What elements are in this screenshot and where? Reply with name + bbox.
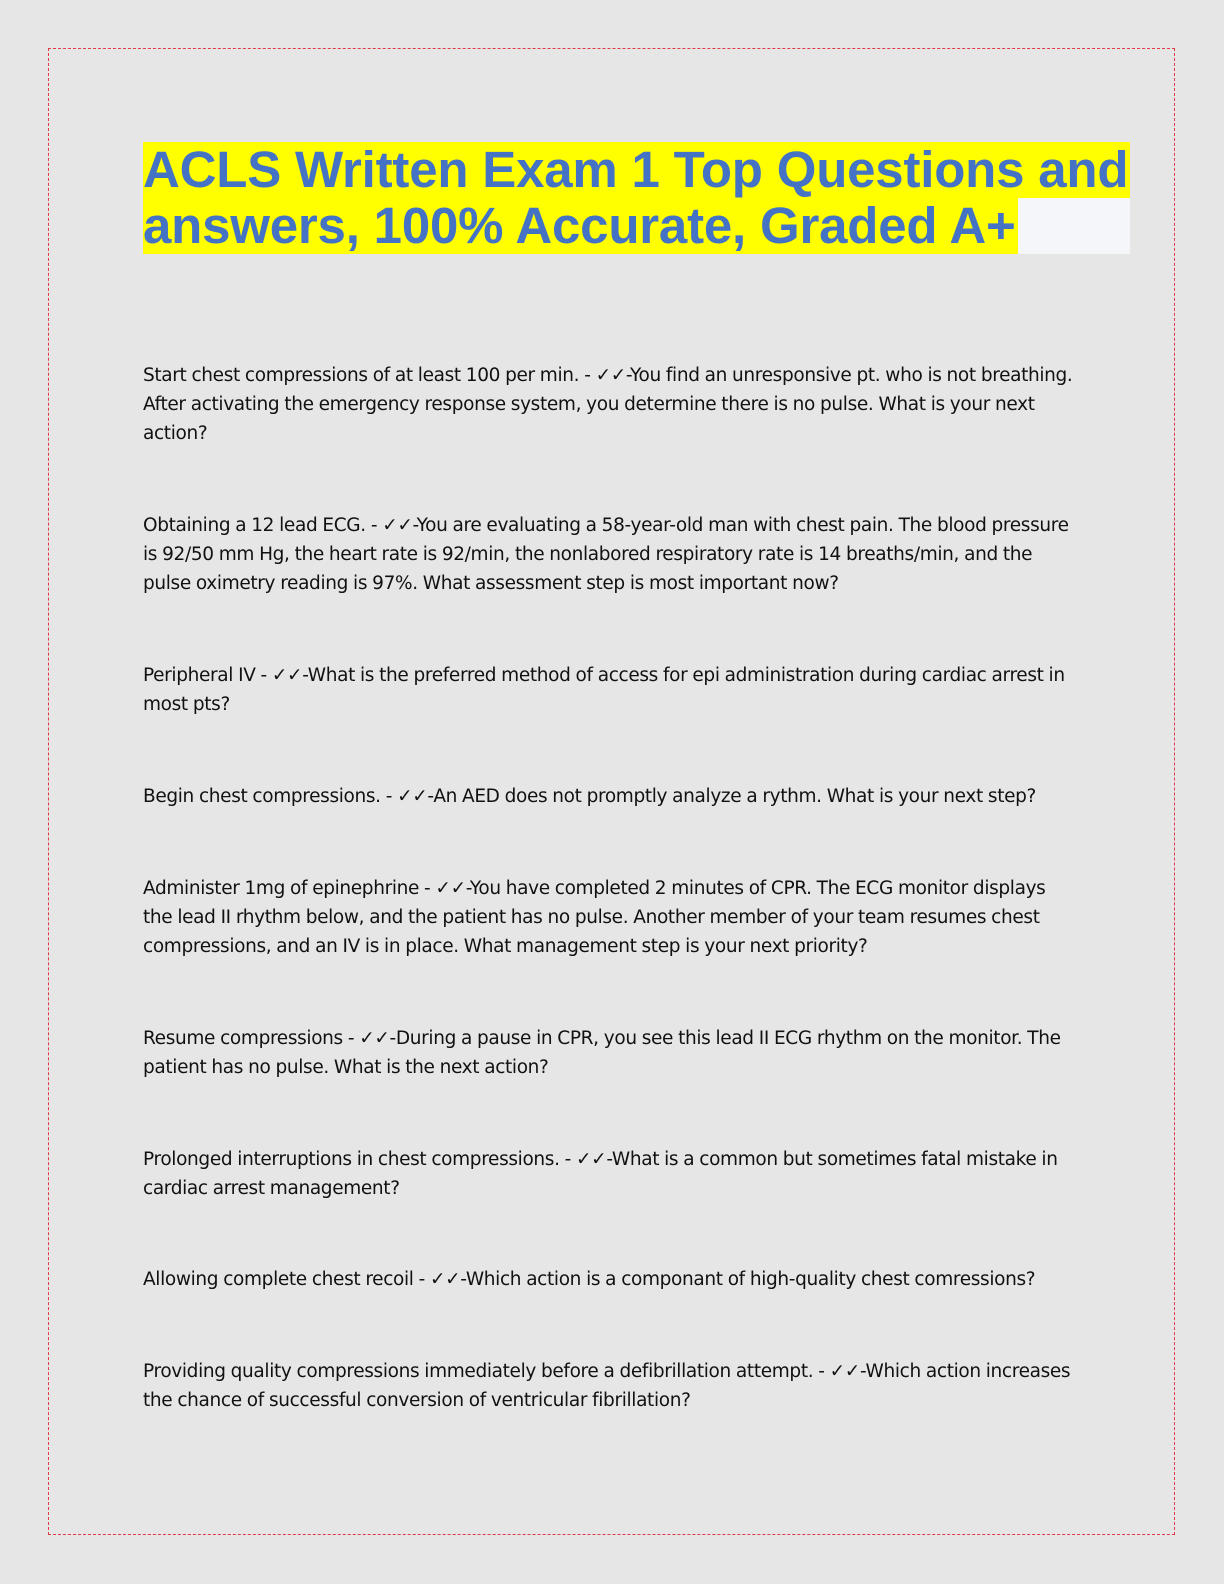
answer-text: Allowing complete chest recoil bbox=[143, 1268, 414, 1290]
document-title bbox=[143, 141, 1129, 254]
check-mark-icon: ✓✓ bbox=[359, 1027, 390, 1049]
qa-item bbox=[143, 661, 1078, 719]
qa-separator: - ✓✓- bbox=[813, 1360, 866, 1382]
title-line-1: ACLS Written Exam 1 Top Questions and bbox=[143, 141, 1129, 198]
qa-item bbox=[143, 1357, 1078, 1415]
qa-separator: - ✓✓- bbox=[413, 1268, 466, 1290]
check-mark-icon: ✓✓ bbox=[382, 514, 413, 536]
title-white-box bbox=[1018, 198, 1130, 254]
qa-item bbox=[143, 1024, 1078, 1082]
qa-item bbox=[143, 1265, 1078, 1294]
qa-item bbox=[143, 361, 1078, 448]
check-mark-icon: ✓✓ bbox=[595, 364, 626, 386]
qa-separator: - ✓✓- bbox=[559, 1148, 612, 1170]
title-line-2: answers, 100% Accurate, Graded A+ bbox=[143, 198, 1083, 254]
qa-item bbox=[143, 1145, 1078, 1203]
check-mark-icon: ✓✓ bbox=[435, 877, 466, 899]
qa-separator: - ✓✓- bbox=[255, 664, 308, 686]
qa-item bbox=[143, 511, 1078, 598]
answer-text: Peripheral IV bbox=[143, 664, 256, 686]
check-mark-icon: ✓✓ bbox=[271, 664, 303, 686]
answer-text: Administer 1mg of epinephrine bbox=[143, 877, 420, 899]
check-mark-icon: ✓✓ bbox=[829, 1360, 860, 1382]
question-text: An AED does not promptly analyze a rythm. What is your next step? bbox=[433, 785, 1037, 807]
answer-text: Providing quality compressions immediately before a defibrillation attempt. bbox=[143, 1360, 814, 1382]
question-text: Which action increases the chance of successful conversion of ventricular fibrillation? bbox=[143, 1360, 1071, 1411]
answer-text: Begin chest compressions. bbox=[143, 785, 381, 807]
answer-text: Start chest compressions of at least 100 per min. bbox=[143, 364, 580, 386]
check-mark-icon: ✓✓ bbox=[576, 1148, 607, 1170]
question-text: What is a common but sometimes fatal mistake in cardiac arrest management? bbox=[143, 1148, 1058, 1199]
check-mark-icon: ✓✓ bbox=[397, 785, 428, 807]
question-text: During a pause in CPR, you see this lead II ECG rhythm on the monitor. The patient has no pulse. What is the next action? bbox=[143, 1027, 1061, 1078]
question-text: Which action is a componant of high-quality chest comressions? bbox=[465, 1268, 1036, 1290]
question-text: You are evaluating a 58-year-old man with chest pain. The blood pressure is 92/50 mm Hg, the heart rate is 92/min, the nonlabored respiratory rate is 14 breaths/min, and the pulse oximetry reading is 97%. What assessment step is most important now? bbox=[143, 514, 1069, 594]
qa-item bbox=[143, 782, 1078, 811]
answer-text: Resume compressions bbox=[143, 1027, 343, 1049]
qa-separator: - ✓✓- bbox=[365, 514, 417, 536]
qa-item bbox=[143, 874, 1078, 961]
question-text: You find an unresponsive pt. who is not breathing. After activating the emergency response system, you determine there is no pulse. What is your next action? bbox=[143, 364, 1073, 444]
answer-text: Prolonged interruptions in chest compressions. bbox=[143, 1148, 560, 1170]
question-text: What is the preferred method of access for epi administration during cardiac arrest in most pts? bbox=[143, 664, 1065, 715]
qa-separator: - ✓✓- bbox=[342, 1027, 396, 1049]
answer-text: Obtaining a 12 lead ECG. bbox=[143, 514, 366, 536]
qa-separator: - ✓✓- bbox=[380, 785, 434, 807]
qa-separator: - ✓✓- bbox=[579, 364, 631, 386]
check-mark-icon: ✓✓ bbox=[429, 1268, 461, 1290]
qa-separator: - ✓✓- bbox=[419, 877, 470, 899]
question-text: You have completed 2 minutes of CPR. The ECG monitor displays the lead II rhythm below, and the patient has no pulse. Another member of your team resumes chest compressions, and an IV is in place. What management step is your next priority? bbox=[143, 877, 1046, 957]
